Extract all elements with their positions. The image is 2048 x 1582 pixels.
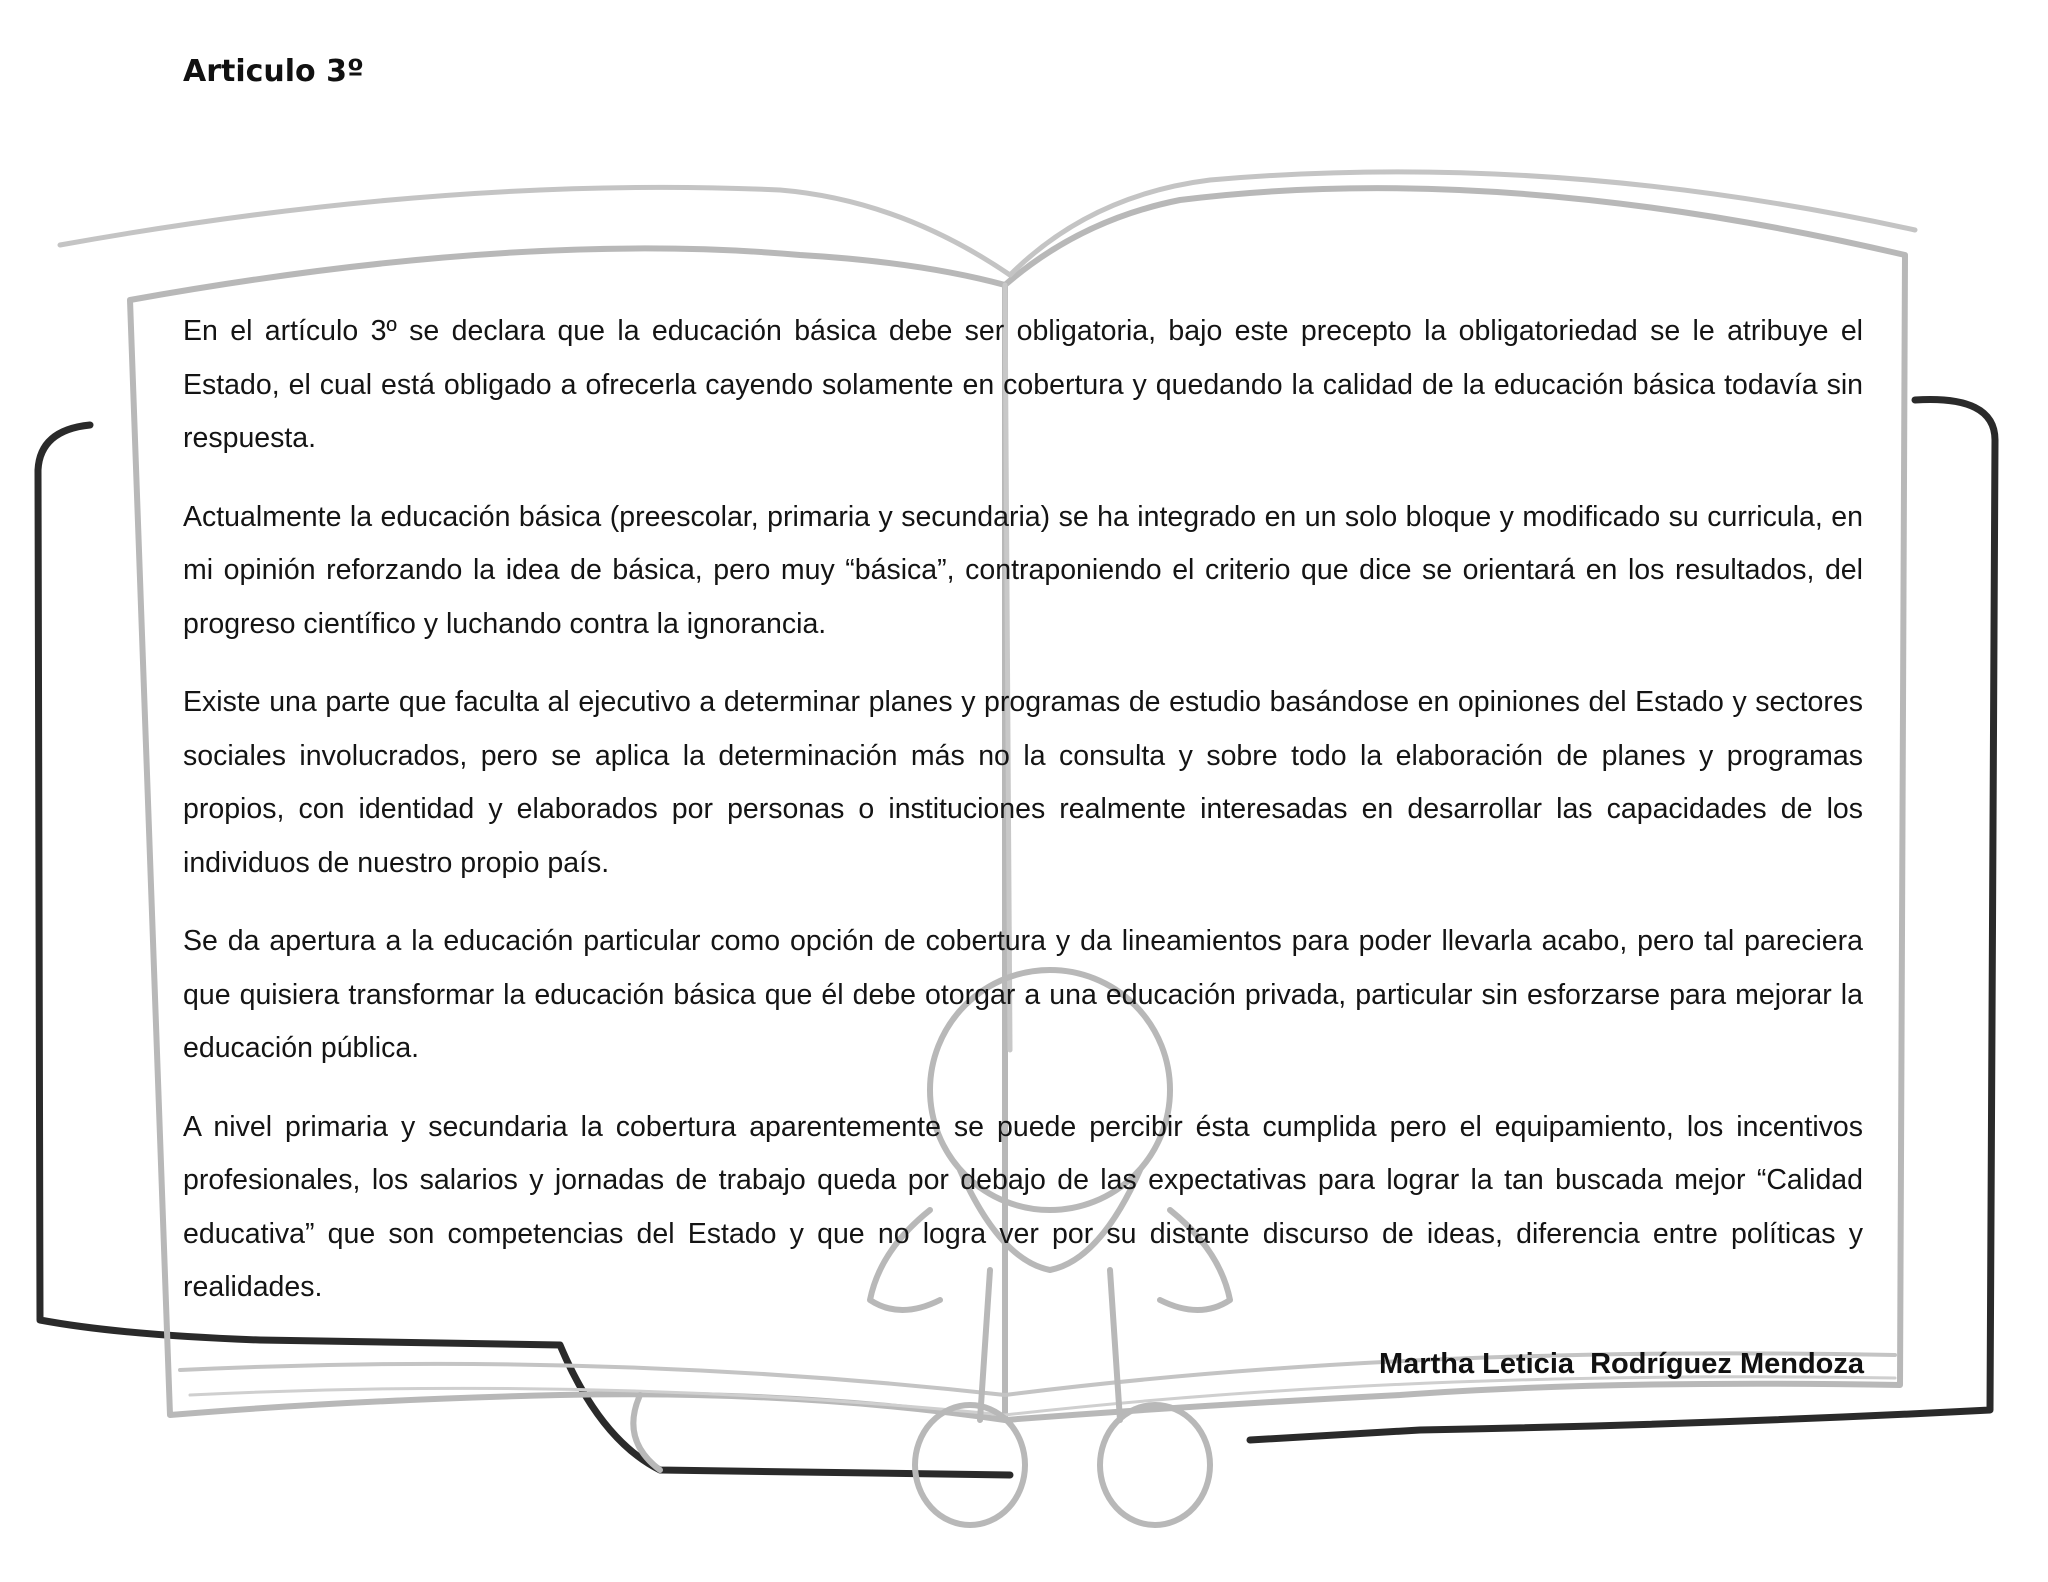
paragraph: Existe una parte que faculta al ejecutivo a determinar planes y programas de estudio basándose en opiniones del Estado y sectores sociales involucrados, pero se aplica la determinación más no la consulta y sobre todo la elaboración de planes y programas propios, con identidad y elaborados por personas o instituciones realmente interesadas en desarrollar las capacidades de los individuos de nuestro propio país. [183, 686, 1863, 879]
paragraph: A nivel primaria y secundaria la cobertura aparentemente se puede percibir ésta cumplida pero el equipamiento, los incentivos profesionales, los salarios y jornadas de trabajo queda por debajo de las expectativas para lograr la tan buscada mejor “Calidad educativa” que son competencias del Estado y que no logra ver por su distante discurso de ideas, diferencia entre políticas y realidades. [183, 1110, 1863, 1303]
paragraph: Actualmente la educación básica (preescolar, primaria y secundaria) se ha integrado en un solo bloque y modificado su curricula, en mi opinión reforzando la idea de básica, pero muy “básica”, contraponiendo el criterio que dice se orientará en los resultados, del progreso científico y luchando contra la ignorancia. [183, 500, 1863, 640]
page-title: Articulo 3º [183, 54, 364, 89]
author-signature: Martha Leticia Rodríguez Mendoza [1379, 1348, 1864, 1380]
paragraph: Se da apertura a la educación particular como opción de cobertura y da lineamientos para poder llevarla acabo, pero tal pareciera que quisiera transformar la educación básica que él debe otorgar a una educación privada, particular sin esforzarse para mejorar la educación pública. [183, 925, 1863, 1064]
document-body [183, 305, 1863, 1340]
paragraph: En el artículo 3º se declara que la educación básica debe ser obligatoria, bajo este precepto la obligatoriedad se le atribuye el Estado, el cual está obligado a ofrecerla cayendo solamente en cobertura y quedando la calidad de la educación básica todavía sin respuesta. [183, 315, 1863, 454]
